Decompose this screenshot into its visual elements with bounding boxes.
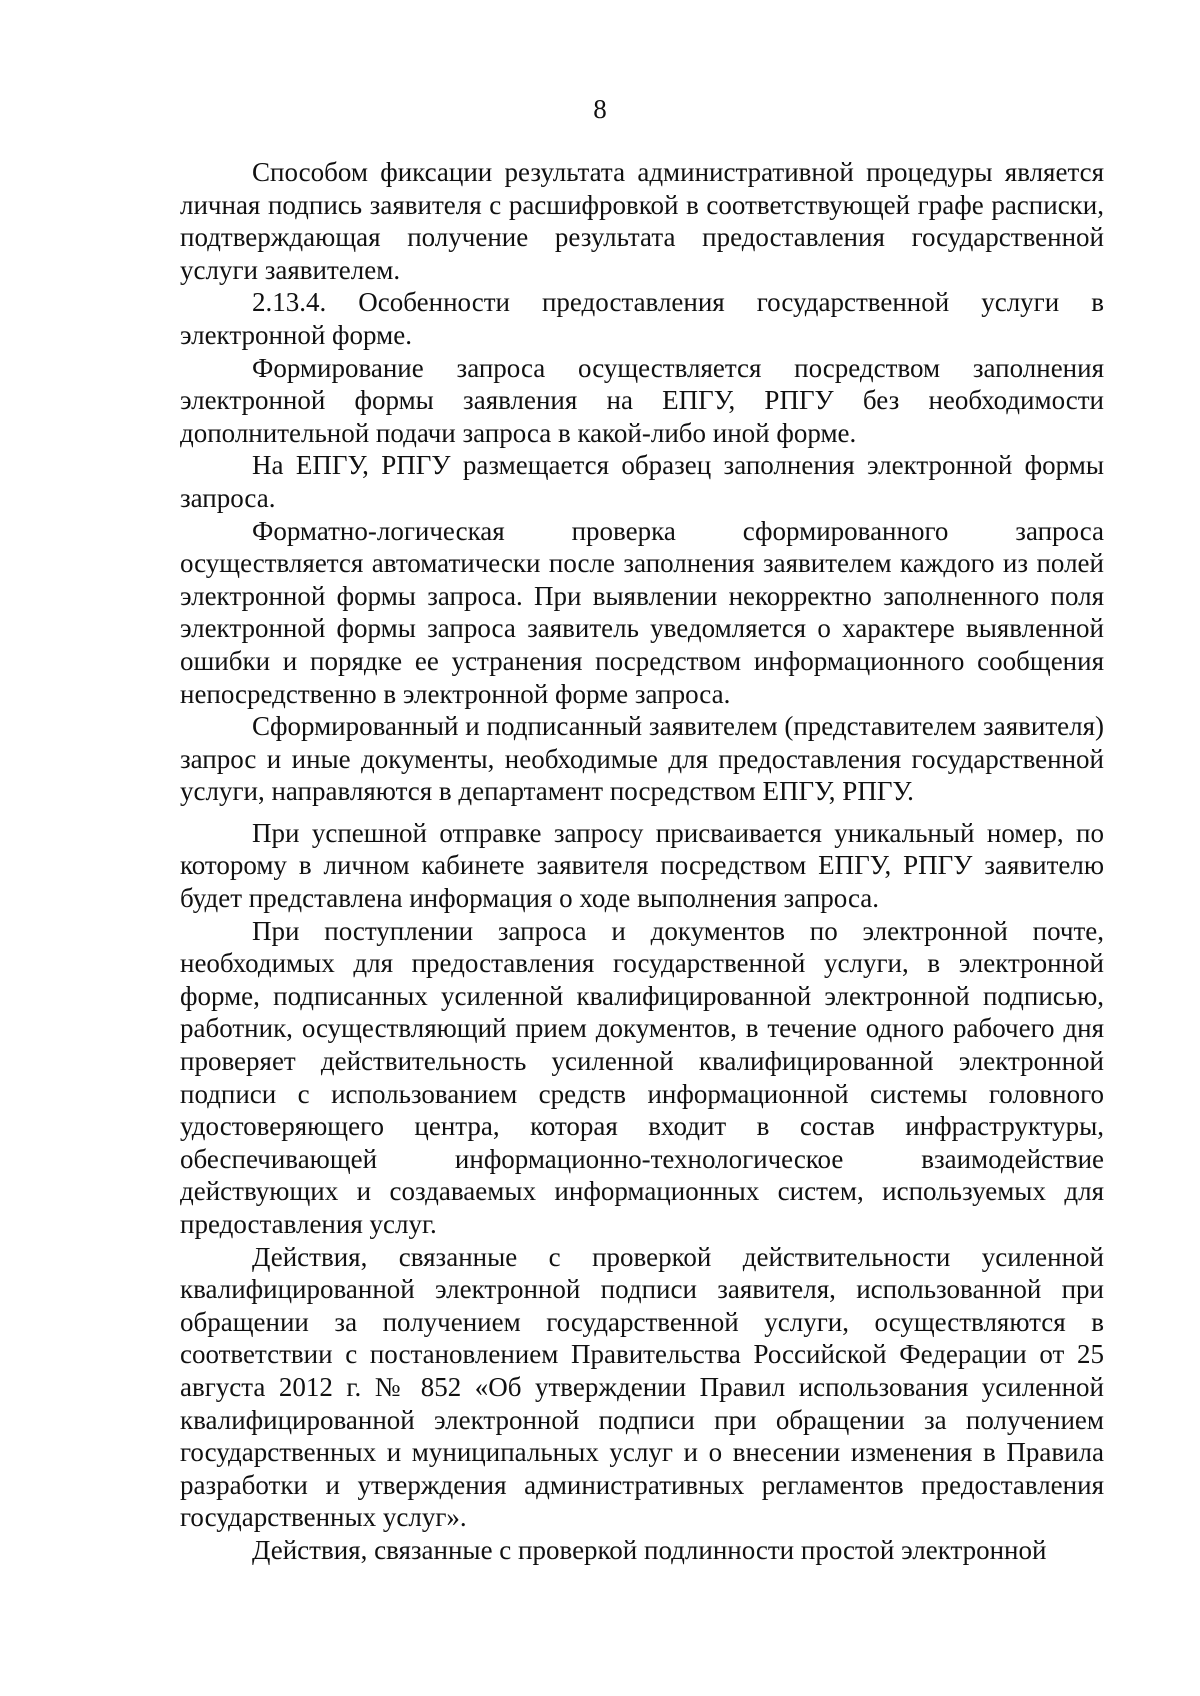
paragraph-signature-verification: Действия, связанные с проверкой действительности усиленной квалифицированной электронной подписи заявителя, использованной при обращении за получением государственной услуги, осуществляются в соответствии с постановлением Правительства Российской Федерации от 25 августа 2012 г. № 852 «Об утверждении Правил использования усиленной квалифицированной электронной подписи при обращении за получением государственных и муниципальных услуг и о внесении изменения в Правила разработки и утверждения административных регламентов предоставления государственных услуг». — [180, 1241, 1104, 1533]
paragraph-fixation-method: Способом фиксации результата административной процедуры является личная подпись заявителя с расшифровкой в соответствующей графе расписки, подтверждающая получение результата предоставления государственной услуги заявителем. — [180, 157, 1104, 285]
page-number: 8 — [593, 94, 607, 124]
paragraph-signed-request: Сформированный и подписанный заявителем (представителем заявителя) запрос и иные документы, необходимые для предоставления государственной услуги, направляются в департамент посредством ЕПГУ, РПГУ. — [180, 711, 1104, 807]
paragraph-format-check: Форматно-логическая проверка сформированного запроса осуществляется автоматически после заполнения заявителем каждого из полей электронной формы запроса. При выявлении некорректно заполненного поля электронной формы запроса заявитель уведомляется о характере выявленной ошибки и порядке ее устранения посредством информационного сообщения непосредственно в электронной форме запроса. — [180, 515, 1104, 709]
paragraph-unique-number: При успешной отправке запросу присваивается уникальный номер, по которому в личном кабинете заявителя посредством ЕПГУ, РПГУ заявителю будет представлена информация о ходе выполнения запроса. — [180, 817, 1104, 914]
paragraph-simple-signature: Действия, связанные с проверкой подлинности простой электронной — [252, 1534, 1047, 1565]
paragraph-sample-form: На ЕПГУ, РПГУ размещается образец заполнения электронной формы запроса. — [180, 450, 1104, 513]
paragraph-email-receipt: При поступлении запроса и документов по электронной почте, необходимых для предоставления государственной услуги, в электронной форме, подписанных усиленной квалифицированной электронной подписью, работник, осуществляющий прием документов, в течение одного рабочего дня проверяет действительность усиленной квалифицированной электронной подписи с использованием средств информационной системы головного удостоверяющего центра, которая входит в состав инфраструктуры, обеспечивающей информационно-технологическое взаимодействие действующих и создаваемых информационных систем, используемых для предоставления услуг. — [180, 915, 1104, 1239]
paragraph-section-2-13-4: 2.13.4. Особенности предоставления государственной услуги в электронной форме. — [180, 287, 1104, 350]
document-body — [180, 156, 1104, 1567]
paragraph-request-formation: Формирование запроса осуществляется посредством заполнения электронной формы заявления на ЕПГУ, РПГУ без необходимости дополнительной подачи запроса в какой-либо иной форме. — [180, 352, 1104, 448]
